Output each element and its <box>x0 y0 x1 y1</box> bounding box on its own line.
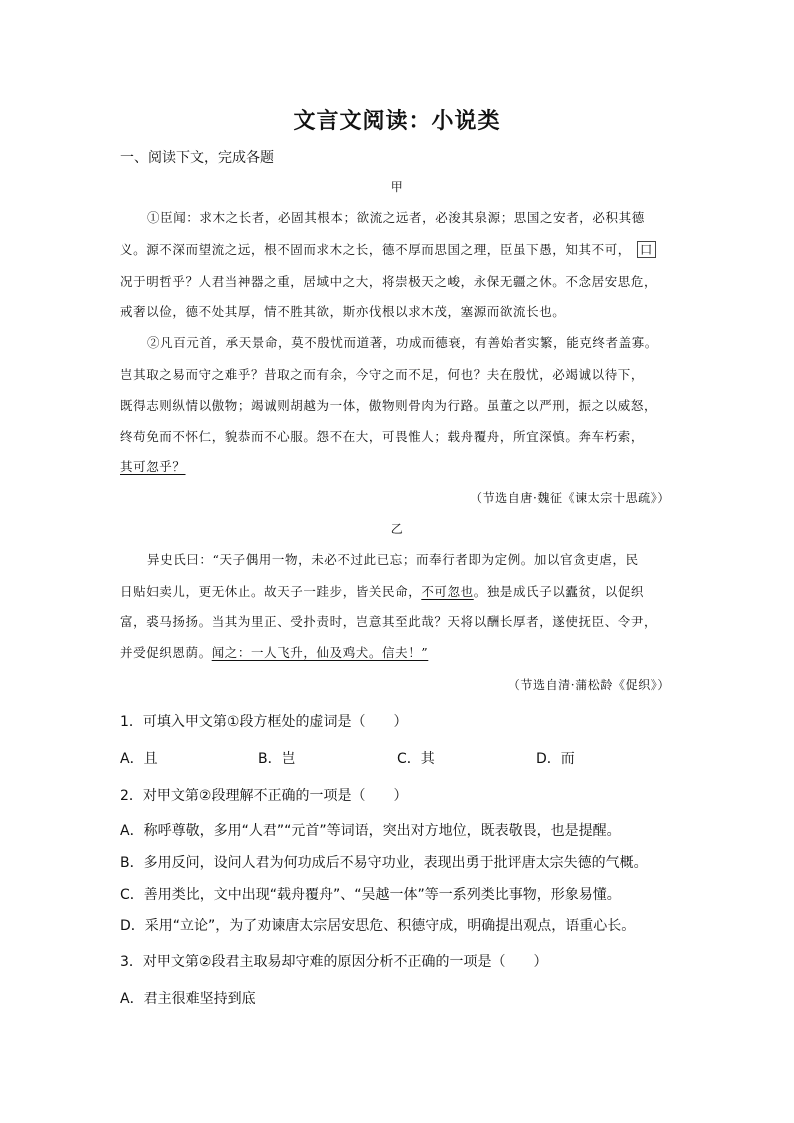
question-1-option-a[interactable]: A．且 <box>120 751 158 767</box>
question-1-option-d[interactable]: D．而 <box>536 751 575 767</box>
passage-a-p2-line: 其可忽乎？ <box>120 459 186 474</box>
underlined-phrase: 闻之：一人飞升，仙及鸡犬。信夫！” <box>211 645 429 660</box>
passage-b-heading: 乙 <box>390 522 404 536</box>
question-2-option-b[interactable]: B．多用反问，设问人君为何功成后不易守功业，表现出勇于批评唐太宗失德的气概。 <box>120 855 648 871</box>
page-title: 文言文阅读：小说类 <box>293 109 501 134</box>
question-2-option-c[interactable]: C．善用类比，文中出现“载舟覆舟”、“吴越一体”等一系列类比事物，形象易懂。 <box>120 887 621 903</box>
passage-b-line: 并受促织恩荫。闻之：一人飞升，仙及鸡犬。信夫！” <box>120 645 429 660</box>
passage-a-p2-line: 岂其取之易而守之难乎？昔取之而有余，今守之而不足，何也？夫在殷忧，必竭诚以待下， <box>120 367 645 382</box>
passage-a-heading: 甲 <box>390 180 404 194</box>
question-2-option-a[interactable]: A．称呼尊敬，多用“人君”“元首”等词语，突出对方地位，既表敬畏，也是提醒。 <box>120 823 621 839</box>
question-2-option-d[interactable]: D．采用“立论”，为了劝谏唐太宗居安思危、积德守成，明确提出观点，语重心长。 <box>120 918 636 934</box>
question-2-stem: 2．对甲文第②段理解不正确的一项是（ ） <box>120 788 408 804</box>
passage-a-p2-line: ②凡百元首，承天景命，莫不殷忧而道著，功成而德衰，有善始者实繁，能克终者盖寡。 <box>147 335 658 350</box>
passage-a-p1-line <box>120 240 656 258</box>
passage-a-p1-line: 况于明哲乎？人君当神器之重，居域中之大，将崇极天之峻，永保无疆之休。不念居安思危， <box>120 274 658 289</box>
passage-a-p2-line: 既得志则纵情以傲物；竭诚则胡越为一体，傲物则骨肉为行路。虽董之以严刑，振之以威怒， <box>120 398 658 413</box>
section-heading: 一、阅读下文，完成各题 <box>120 150 274 166</box>
blank-box: 口 <box>637 241 656 258</box>
passage-a-source: （节选自唐·魏征《谏太宗十思疏》） <box>469 491 670 505</box>
question-1-option-b[interactable]: B．岂 <box>258 751 296 767</box>
passage-a-p1-line: ①臣闻：求木之长者，必固其根本；欲流之远者，必浚其泉源；思国之安者，必积其德 <box>147 210 645 225</box>
question-3-stem: 3．对甲文第②段君主取易却守难的原因分析不正确的一项是（ ） <box>120 954 548 970</box>
passage-b-line: 富，裘马扬扬。当其为里正、受扑责时，岂意其至此哉？天将以酬长厚者，遂使抚臣、令尹， <box>120 614 658 629</box>
passage-a-p2-line: 终苟免而不怀仁，貌恭而不心服。怨不在大，可畏惟人；载舟覆舟，所宜深慎。奔车朽索， <box>120 429 645 444</box>
passage-b-source: （节选自清·蒲松龄《促织》） <box>507 678 670 692</box>
passage-a-p1-text: 义。源不深而望流之远，根不固而求木之长，德不厚而思国之理，臣虽下愚，知其不可， <box>120 242 631 257</box>
underlined-phrase: 不可忽也 <box>421 584 474 599</box>
question-1-stem: 1．可填入甲文第①段方框处的虚词是（ ） <box>120 714 408 730</box>
question-3-option-a[interactable]: A．君主很难坚持到底 <box>120 991 256 1007</box>
passage-b-line: 异史氏曰：“天子偶用一物，未必不过此已忘；而奉行者即为定例。加以官贪吏虐，民 <box>147 552 639 567</box>
question-1-option-c[interactable]: C．其 <box>397 751 435 767</box>
passage-b-line: 日贴妇卖儿，更无休止。故天子一跬步，皆关民命，不可忽也。独是成氏子以蠹贫，以促织 <box>120 584 645 599</box>
passage-a-p1-line: 戒奢以俭，德不处其厚，情不胜其欲，斯亦伐根以求木茂，塞源而欲流长也。 <box>120 304 566 319</box>
